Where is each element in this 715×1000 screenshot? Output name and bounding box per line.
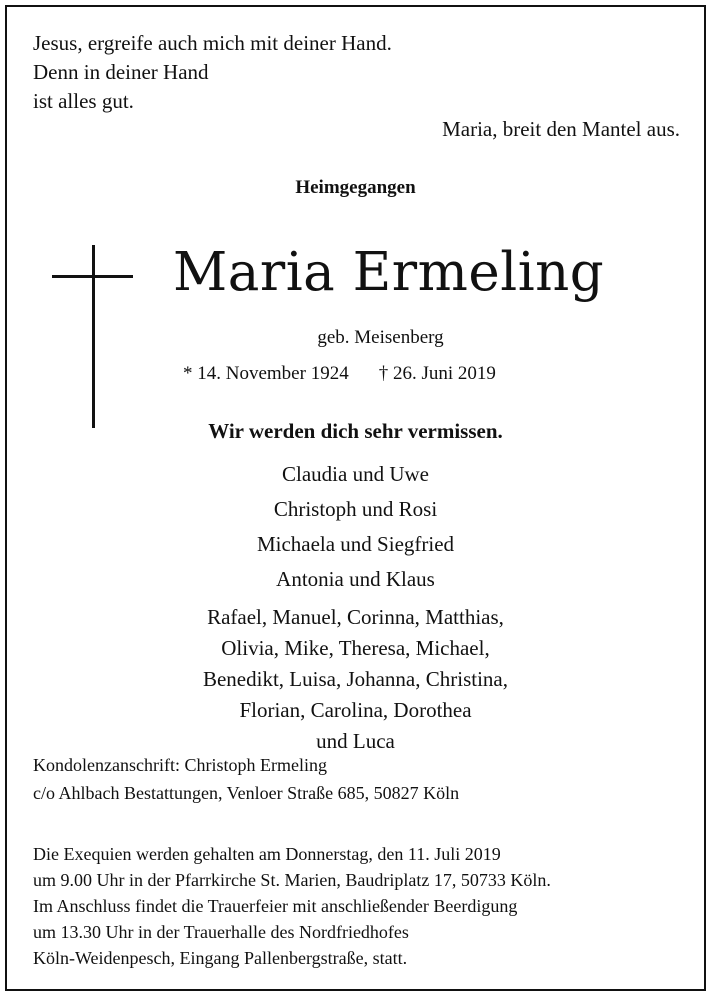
verse-line: ist alles gut. — [33, 89, 134, 113]
verse-closing-line: Maria, breit den Mantel aus. — [442, 117, 680, 141]
grandchildren-line: und Luca — [316, 729, 395, 753]
verse-line: Jesus, ergreife auch mich mit deiner Hand. — [33, 31, 392, 55]
condolence-address — [33, 751, 459, 807]
death-date: † 26. Juni 2019 — [378, 363, 496, 384]
heading: Heimgegangen — [295, 177, 416, 198]
mourner-line: Michaela und Siegfried — [256, 532, 455, 556]
bible-verse — [33, 29, 392, 116]
birth-date: * 14. November 1924 — [183, 363, 349, 384]
grandchildren-line: Benedikt, Luisa, Johanna, Christina, — [202, 667, 509, 691]
tagline: Wir werden dich sehr vermissen. — [208, 419, 503, 443]
grandchildren-line: Florian, Carolina, Dorothea — [239, 698, 472, 722]
mourner-line: Christoph und Rosi — [273, 497, 438, 521]
mourner-line: Claudia und Uwe — [282, 462, 429, 486]
service-line: Im Anschluss findet die Trauerfeier mit anschließender Beerdigung — [33, 896, 518, 916]
funeral-service-info — [33, 841, 551, 971]
grandchildren-line: Olivia, Mike, Theresa, Michael, — [221, 636, 490, 660]
cross-horizontal-bar — [52, 275, 133, 278]
grandchildren-line: Rafael, Manuel, Corinna, Matthias, — [207, 605, 504, 629]
mourners-list — [7, 457, 704, 757]
contact-line: Kondolenzanschrift: Christoph Ermeling — [33, 755, 327, 775]
service-line: Köln-Weidenpesch, Eingang Pallenbergstraße, statt. — [33, 948, 408, 968]
life-dates — [183, 363, 496, 385]
service-line: Die Exequien werden gehalten am Donnerstag, den 11. Juli 2019 — [33, 844, 501, 864]
service-line: um 13.30 Uhr in der Trauerhalle des Nordfriedhofes — [33, 922, 409, 942]
deceased-name: Maria Ermeling — [173, 242, 605, 303]
obituary-notice — [5, 5, 706, 991]
mourner-line: Antonia und Klaus — [276, 567, 435, 591]
contact-line: c/o Ahlbach Bestattungen, Venloer Straße 685, 50827 Köln — [33, 783, 460, 803]
birth-name: geb. Meisenberg — [317, 327, 444, 348]
service-line: um 9.00 Uhr in der Pfarrkirche St. Marien, Baudriplatz 17, 50733 Köln. — [33, 870, 551, 890]
verse-line: Denn in deiner Hand — [33, 60, 209, 84]
